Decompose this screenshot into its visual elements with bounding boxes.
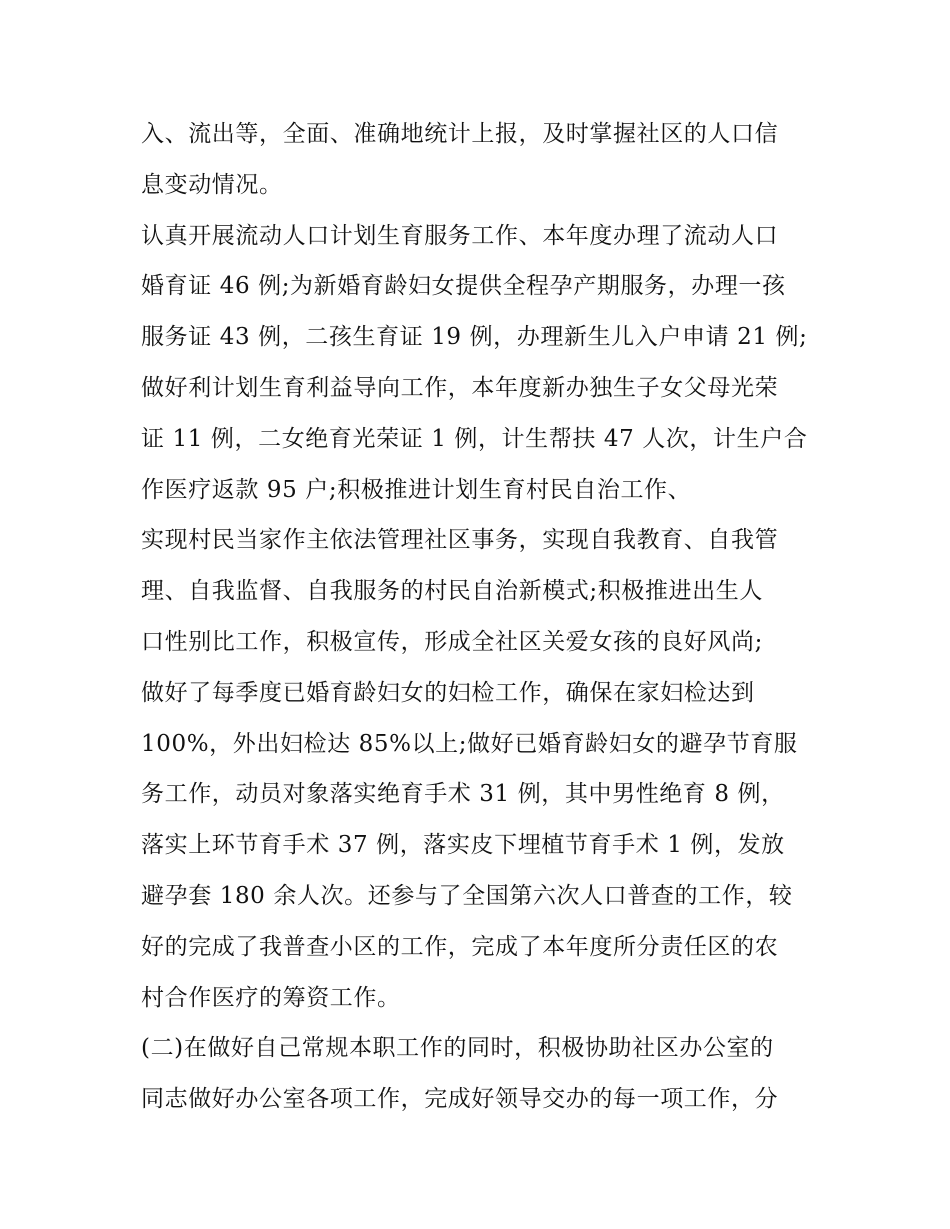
text-line: 100%，外出妇检达 85%以上;做好已婚育龄妇女的避孕节育服 (141, 730, 798, 757)
text-line: 做好利计划生育利益导向工作，本年度新办独生子女父母光荣 (141, 374, 779, 401)
text-line: 作医疗返款 95 户;积极推进计划生育村民自治工作、 (141, 476, 692, 503)
text-line: 同志做好办公室各项工作，完成好领导交办的每一项工作，分 (141, 1086, 779, 1113)
text-line: 入、流出等，全面、准确地统计上报，及时掌握社区的人口信 (141, 121, 779, 147)
text-line: 避孕套 180 余人次。还参与了全国第六次人口普查的工作，较 (141, 882, 793, 909)
text-line: 实现村民当家作主依法管理社区事务，实现自我教育、自我管 (141, 527, 779, 554)
text-line: 认真开展流动人口计划生育服务工作、本年度办理了流动人口 (141, 222, 779, 249)
text-line: 落实上环节育手术 37 例，落实皮下埋植节育手术 1 例，发放 (141, 832, 785, 859)
text-line: 服务证 43 例，二孩生育证 19 例，办理新生儿入户申请 21 例; (141, 324, 808, 351)
text-line: (二)在做好自己常规本职工作的同时，积极协助社区办公室的 (141, 1035, 774, 1062)
text-line: 好的完成了我普查小区的工作，完成了本年度所分责任区的农 (141, 933, 779, 960)
body-text (141, 109, 821, 1125)
text-line: 村合作医疗的筹资工作。 (141, 984, 401, 1011)
text-line: 做好了每季度已婚育龄妇女的妇检工作，确保在家妇检达到 (141, 679, 755, 706)
text-line: 口性别比工作，积极宣传，形成全社区关爱女孩的良好风尚; (141, 628, 763, 655)
text-line: 理、自我监督、自我服务的村民自治新模式;积极推进出生人 (141, 578, 763, 605)
text-line: 证 11 例，二女绝育光荣证 1 例，计生帮扶 47 人次，计生户合 (141, 425, 808, 452)
text-line: 婚育证 46 例;为新婚育龄妇女提供全程孕产期服务，办理一孩 (141, 273, 786, 300)
text-line: 务工作，动员对象落实绝育手术 31 例，其中男性绝育 8 例， (141, 781, 785, 808)
text-line: 息变动情况。 (141, 171, 283, 198)
